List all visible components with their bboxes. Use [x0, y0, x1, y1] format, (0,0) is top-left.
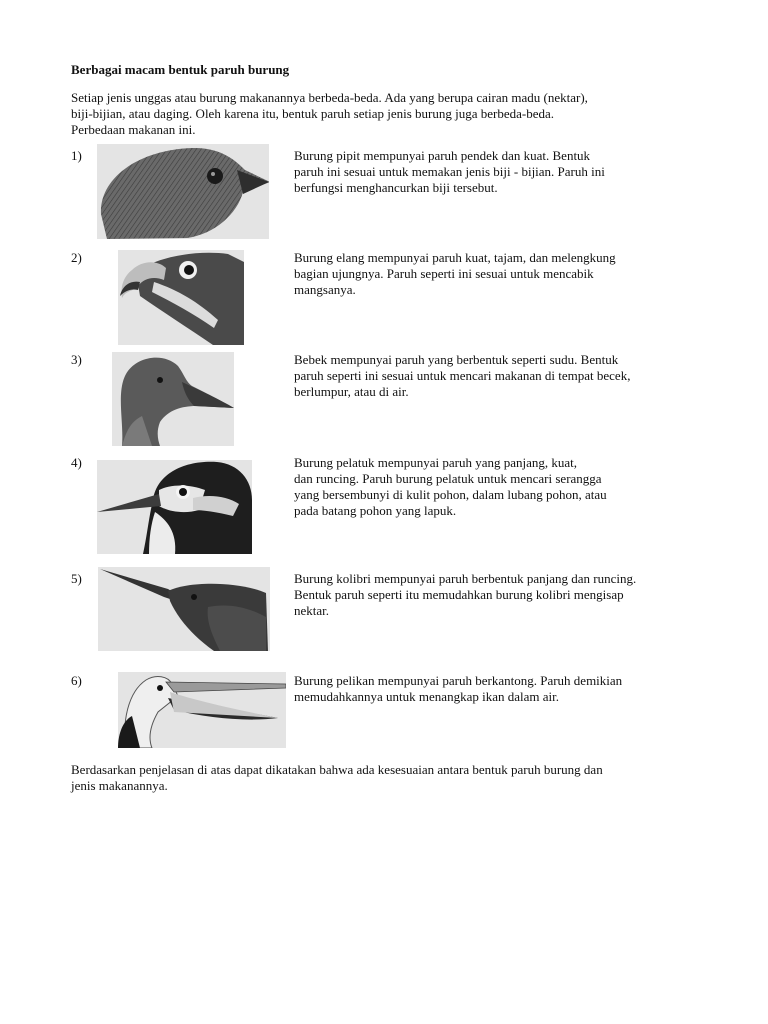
description-line: dan runcing. Paruh burung pelatuk untuk mencari serangga [294, 471, 602, 486]
item-description [294, 571, 704, 619]
description-line: mangsanya. [294, 282, 356, 297]
hummingbird-head-image [98, 567, 270, 651]
item-description [294, 250, 704, 298]
item-number: 5) [71, 571, 82, 586]
description-line: Burung kolibri mempunyai paruh berbentuk panjang dan runcing. [294, 571, 637, 586]
description-line: Burung elang mempunyai paruh kuat, tajam, dan melengkung [294, 250, 616, 265]
description-line: Burung pipit mempunyai paruh pendek dan kuat. Bentuk [294, 148, 591, 163]
intro-line: Setiap jenis unggas atau burung makanannya berbeda-beda. Ada yang berupa cairan madu (nektar), [71, 90, 588, 105]
description-line: pada batang pohon yang lapuk. [294, 503, 457, 518]
sparrow-head-image [97, 144, 269, 239]
intro-paragraph [71, 90, 711, 138]
description-line: bagian ujungnya. Paruh seperti ini sesuai untuk mencabik [294, 266, 594, 281]
description-line: paruh seperti ini sesuai untuk mencari makanan di tempat becek, [294, 368, 631, 383]
description-line: berlumpur, atau di air. [294, 384, 409, 399]
conclusion-line: Berdasarkan penjelasan di atas dapat dikatakan bahwa ada kesesuaian antara bentuk paruh burung dan [71, 762, 603, 777]
woodpecker-head-image [97, 460, 252, 554]
description-line: Burung pelatuk mempunyai paruh yang panjang, kuat, [294, 455, 578, 470]
intro-line: biji-bijian, atau daging. Oleh karena itu, bentuk paruh setiap jenis burung juga berbeda-beda. [71, 106, 555, 121]
intro-line: Perbedaan makanan ini. [71, 122, 196, 137]
conclusion-line: jenis makanannya. [71, 778, 168, 793]
document-title: Berbagai macam bentuk paruh burung [71, 62, 290, 77]
item-description [294, 673, 704, 705]
item-description [294, 455, 704, 519]
item-number: 3) [71, 352, 82, 367]
eagle-head-image [118, 250, 244, 345]
item-number: 2) [71, 250, 82, 265]
item-description [294, 148, 704, 196]
description-line: Bebek mempunyai paruh yang berbentuk seperti sudu. Bentuk [294, 352, 619, 367]
item-number: 1) [71, 148, 82, 163]
description-line: Bentuk paruh seperti itu memudahkan burung kolibri mengisap [294, 587, 624, 602]
description-line: paruh ini sesuai untuk memakan jenis biji - bijian. Paruh ini [294, 164, 605, 179]
pelican-head-image [118, 672, 286, 748]
description-line: memudahkannya untuk menangkap ikan dalam air. [294, 689, 559, 704]
item-number: 6) [71, 673, 82, 688]
item-description [294, 352, 704, 400]
description-line: nektar. [294, 603, 330, 618]
item-number: 4) [71, 455, 82, 470]
description-line: berfungsi menghancurkan biji tersebut. [294, 180, 498, 195]
description-line: yang bersembunyi di kulit pohon, dalam lubang pohon, atau [294, 487, 607, 502]
description-line: Burung pelikan mempunyai paruh berkantong. Paruh demikian [294, 673, 623, 688]
conclusion-paragraph [71, 762, 711, 794]
duck-head-image [112, 352, 234, 446]
